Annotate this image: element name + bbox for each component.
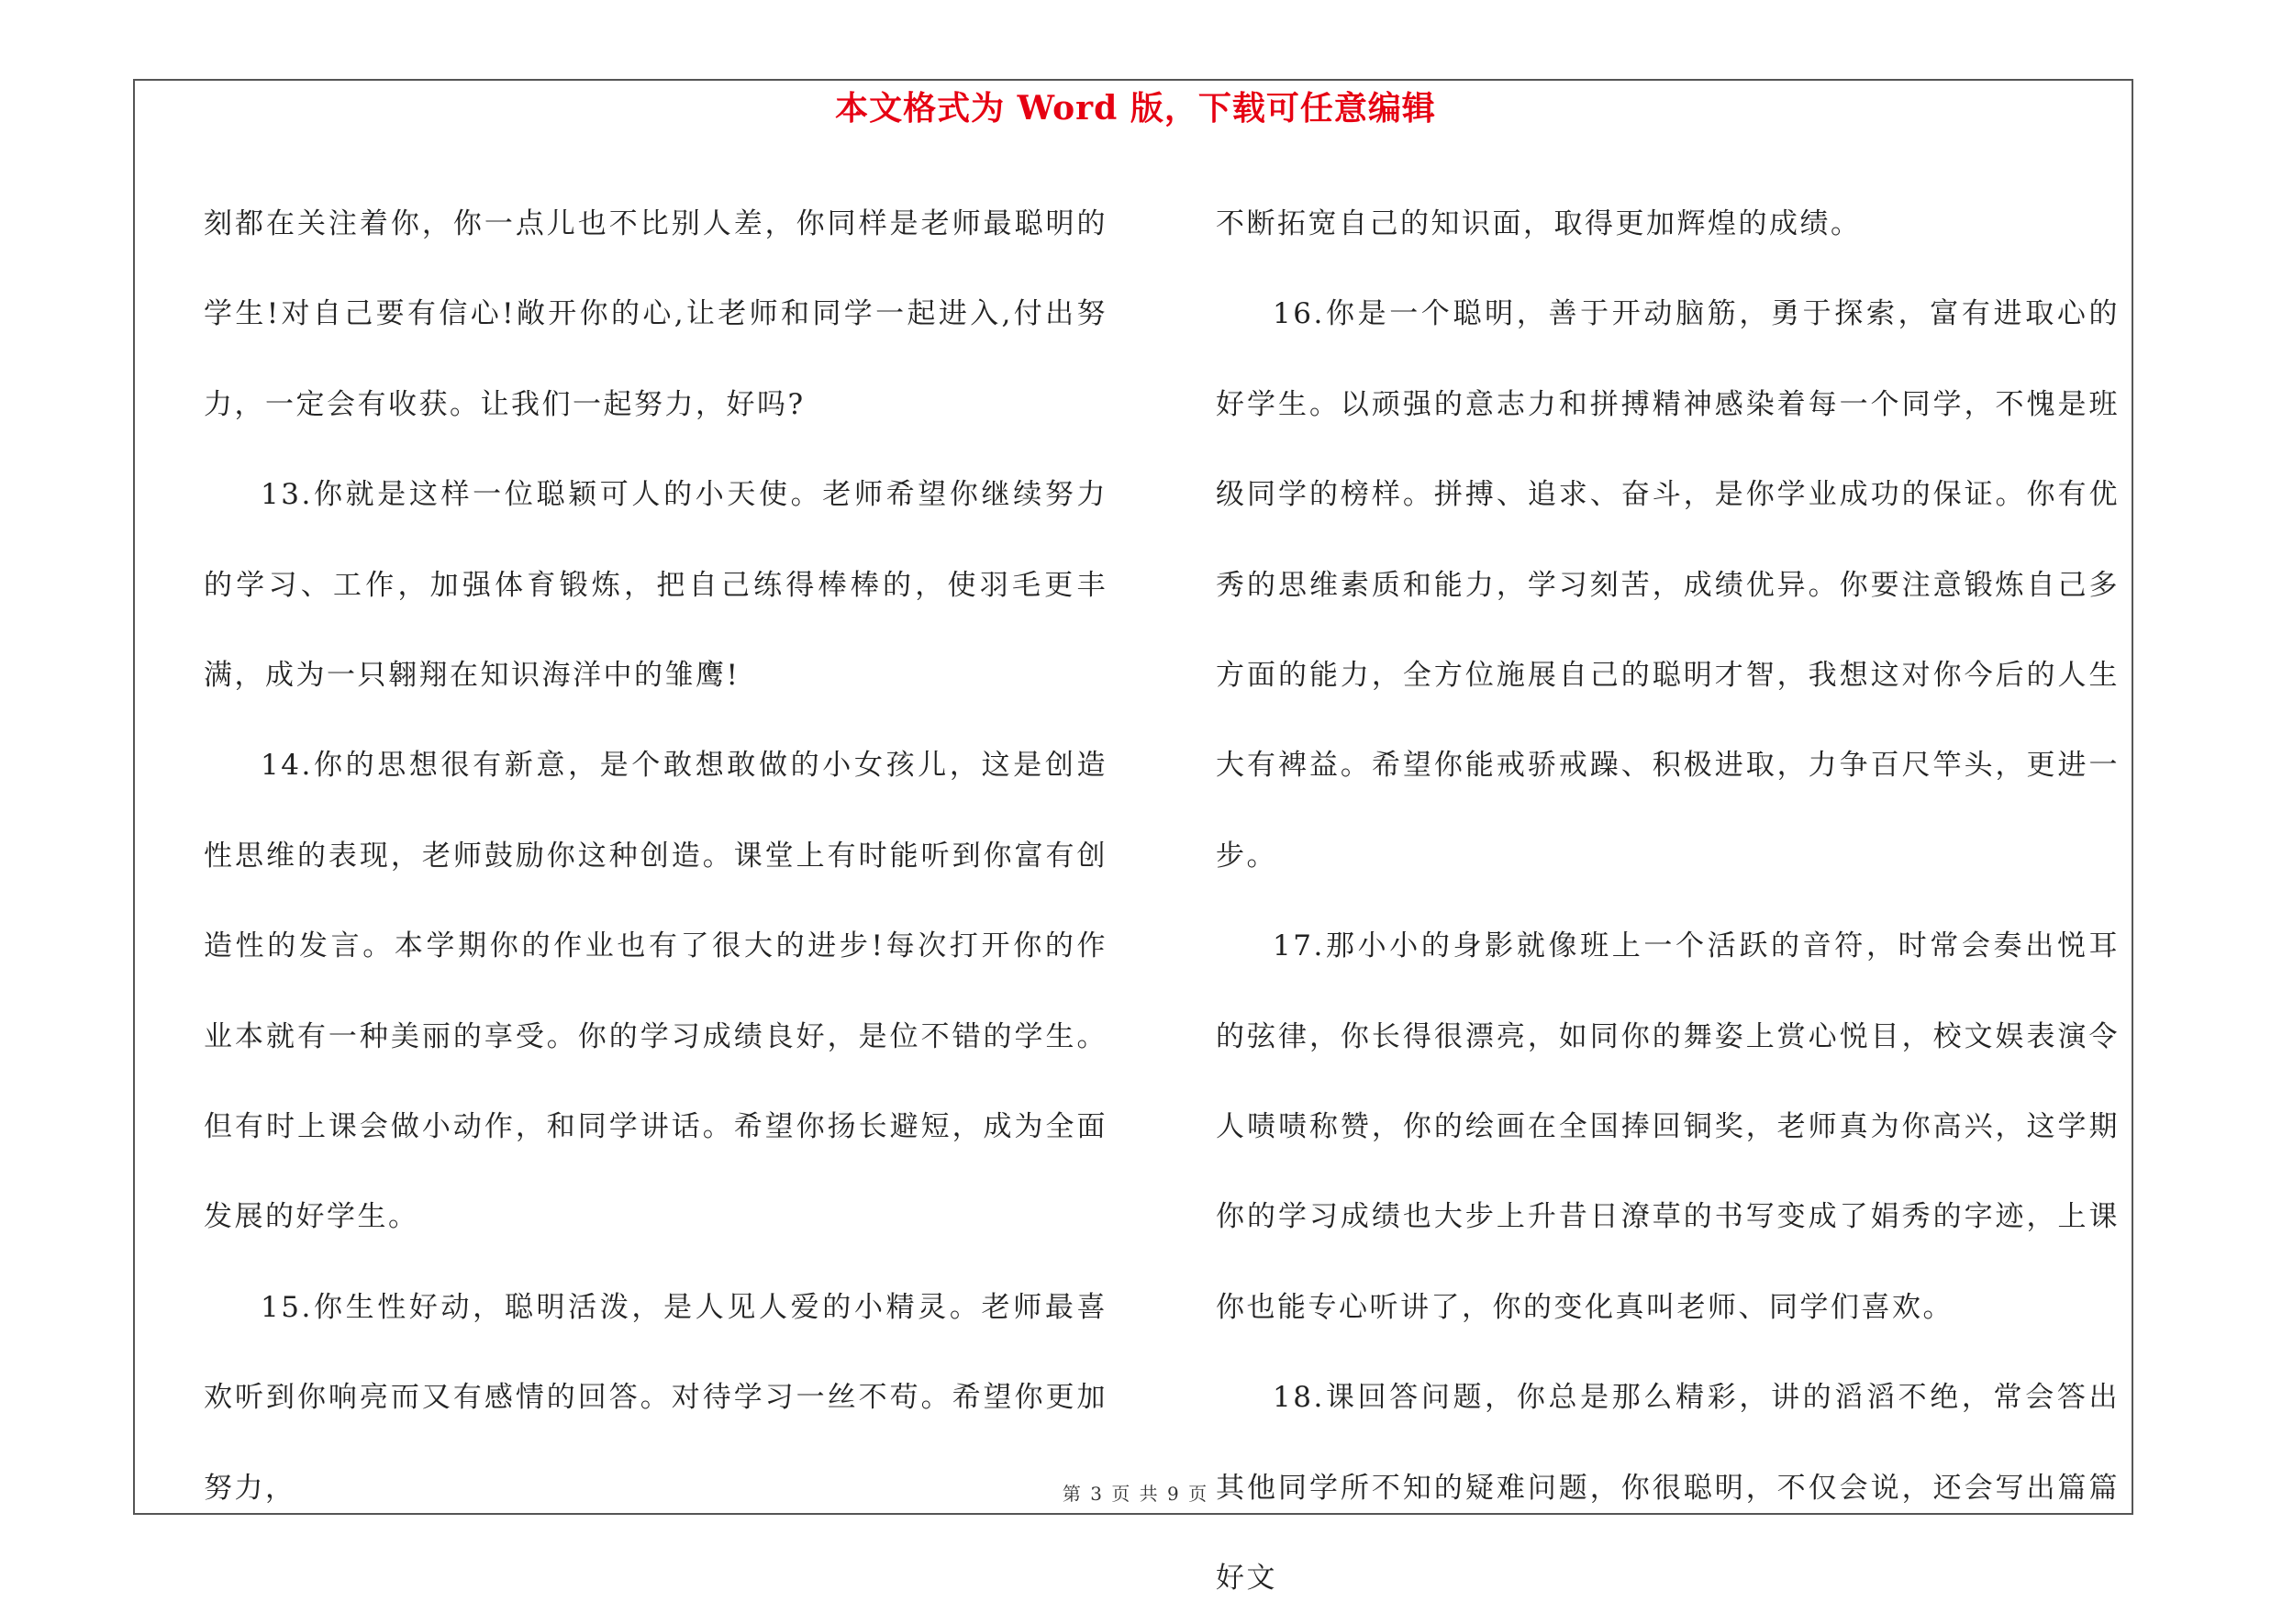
paragraph: 15.你生性好动，聪明活泼，是人见人爱的小精灵。老师最喜欢听到你响亮而又有感情的回答。对待学习一丝不苟。希望你更加努力，: [204, 1290, 1108, 1505]
header-title: 本文格式为 Word 版，下载可任意编辑: [835, 89, 1436, 128]
paragraph: 18.课回答问题，你总是那么精彩，讲的滔滔不绝，常会答出其他同学所不知的疑难问题，你很聪明，不仅会说，还会写出篇篇好文: [1216, 1381, 2120, 1596]
page-number: 第 3 页 共 9 页: [1062, 1483, 1209, 1505]
paragraph: 不断拓宽自己的知识面，取得更加辉煌的成绩。: [1216, 207, 1862, 240]
paragraph: 14.你的思想很有新意，是个敢想敢做的小女孩儿，这是创造性思维的表现，老师鼓励你这种创造。课堂上有时能听到你富有创造性的发言。本学期你的作业也有了很大的进步!每次打开你的作业本就有一种美丽的享受。你的学习成绩良好，是位不错的学生。但有时上课会做小动作，和同学讲话。希望你扬长避短，成为全面发展的好学生。: [204, 749, 1108, 1234]
paragraph: 13.你就是这样一位聪颖可人的小天使。老师希望你继续努力的学习、工作，加强体育锻炼，把自己练得棒棒的，使羽毛更丰满，成为一只翱翔在知识海洋中的雏鹰!: [204, 478, 1108, 693]
paragraph: 刻都在关注着你，你一点儿也不比别人差，你同样是老师最聪明的学生!对自己要有信心!敞开你的心,让老师和同学一起进入,付出努力，一定会有收获。让我们一起努力，好吗?: [204, 207, 1108, 421]
left-column: [204, 179, 1108, 1533]
right-column: [1216, 179, 2120, 1624]
paragraph: 17.那小小的身影就像班上一个活跃的音符，时常会奏出悦耳的弦律，你长得很漂亮，如同你的舞姿上赏心悦目，校文娱表演令人啧啧称赞，你的绘画在全国捧回铜奖，老师真为你高兴，这学期你的学习成绩也大步上升昔日潦草的书写变成了娟秀的字迹，上课你也能专心听讲了，你的变化真叫老师、同学们喜欢。: [1216, 929, 2120, 1324]
paragraph: 16.你是一个聪明，善于开动脑筋，勇于探索，富有进取心的好学生。以顽强的意志力和拼搏精神感染着每一个同学，不愧是班级同学的榜样。拼搏、追求、奋斗，是你学业成功的保证。你有优秀的思维素质和能力，学习刻苦，成绩优异。你要注意锻炼自己多方面的能力，全方位施展自己的聪明才智，我想这对你今后的人生大有裨益。希望你能戒骄戒躁、积极进取，力争百尺竿头，更进一步。: [1216, 297, 2120, 873]
